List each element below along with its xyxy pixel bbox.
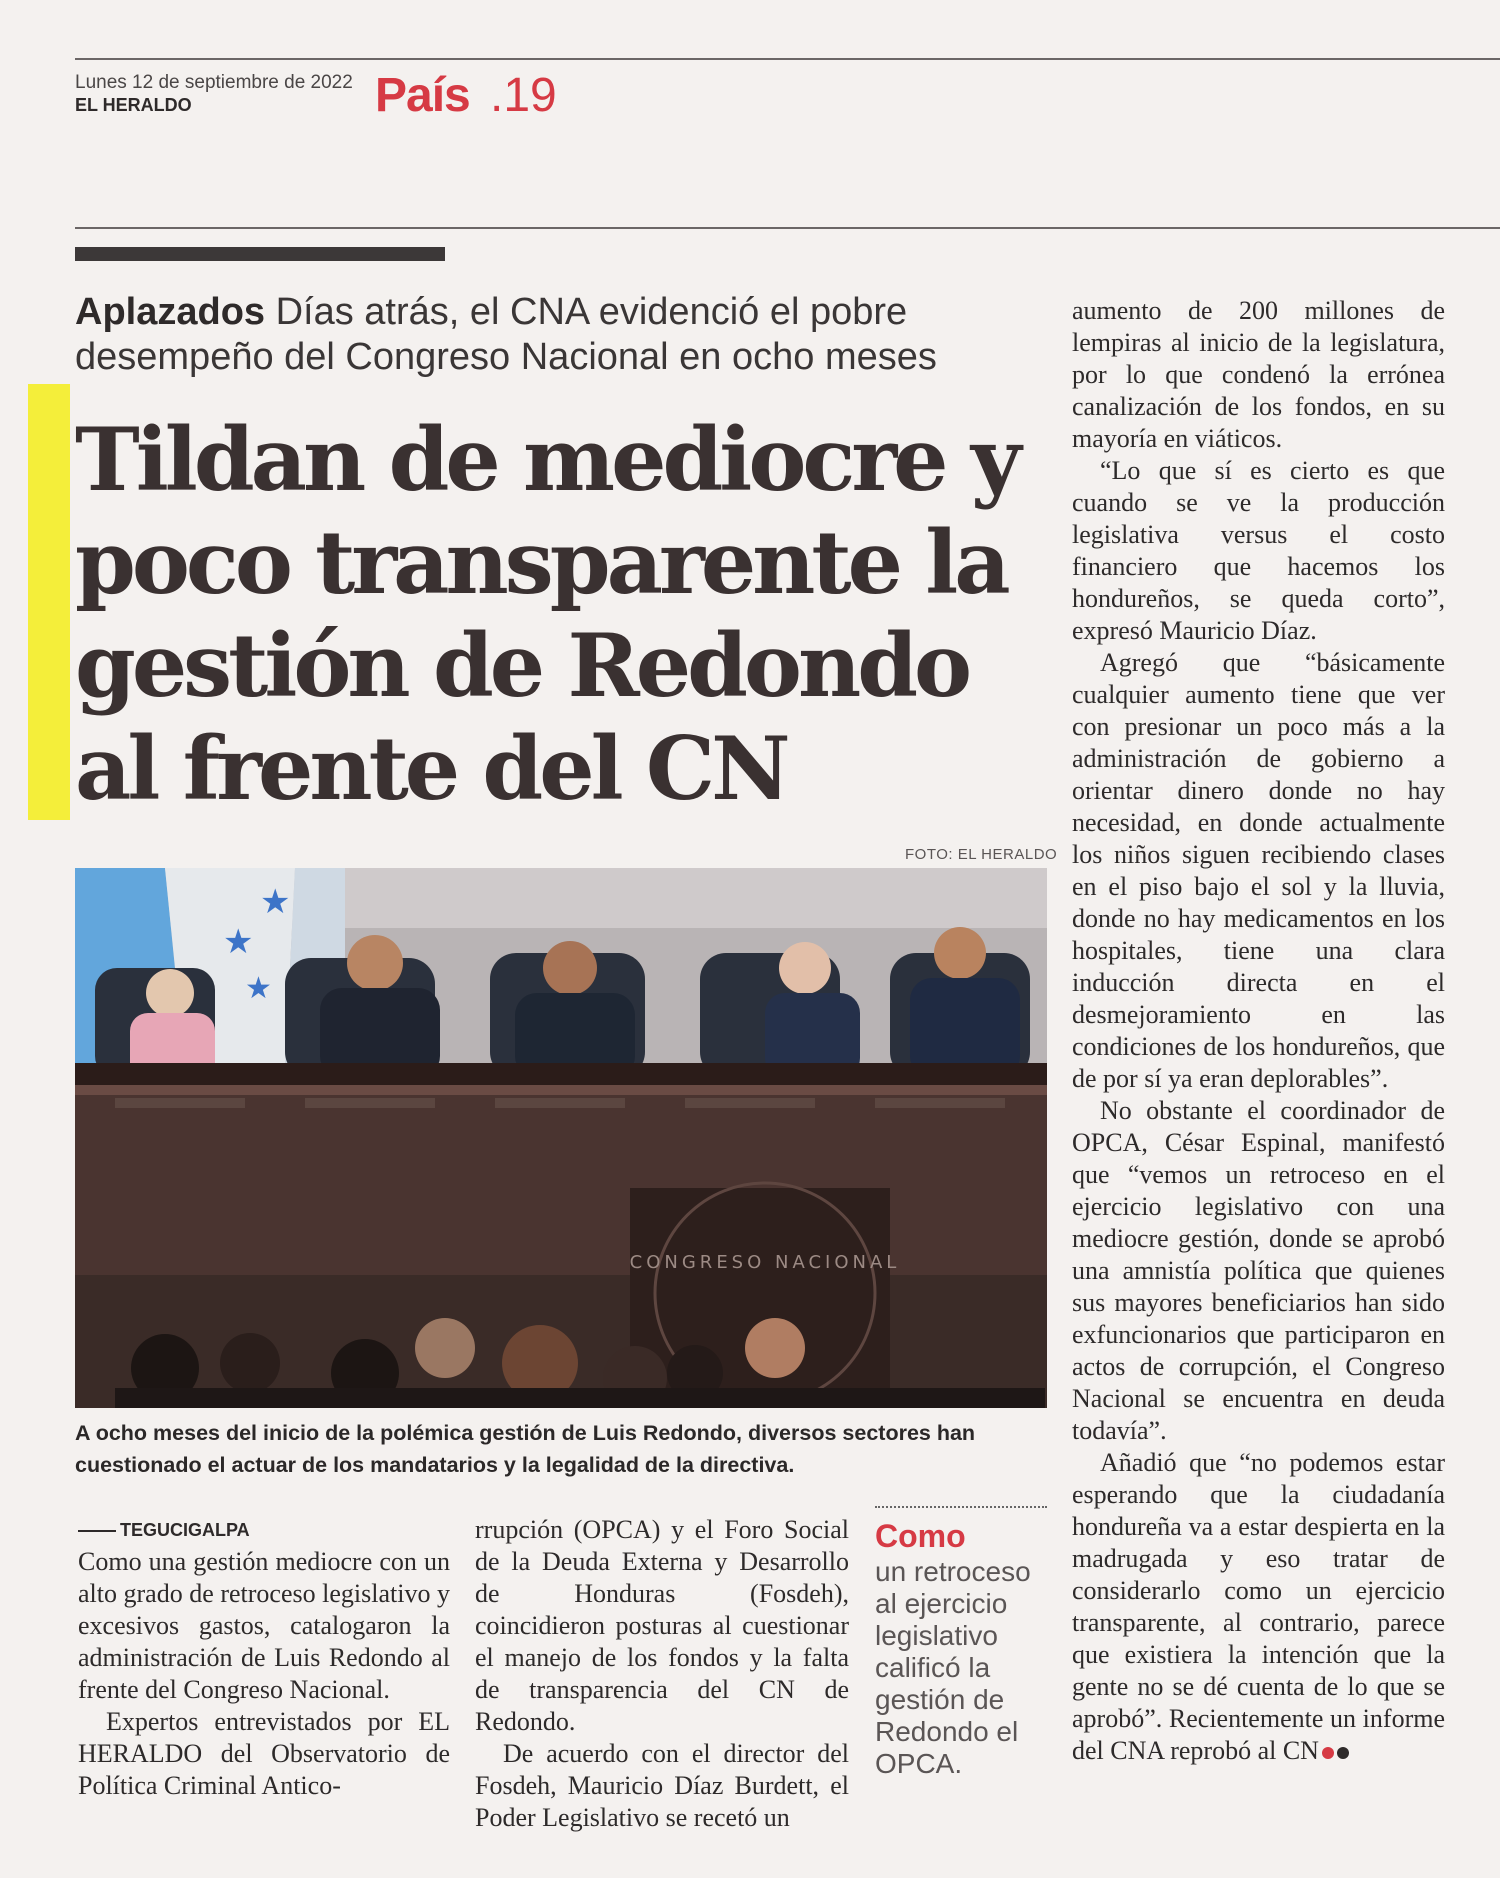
final-paragraph-text: Añadió que “no podemos estar esperando que la ciudadanía hondureña va a estar despierta en la madrugada y eso tratar de considerarlo como un ejercicio transparente, al contrario, parece que existiera la intención que la gente no se dé cuenta de lo que se aprobó”. Recientemente un informe del CNA reprobó al CN	[1072, 1448, 1445, 1765]
photo-caption: A ocho meses del inicio de la polémica gestión de Luis Redondo, diversos sectores han cuestionado el actuar de los mandatarios y la legalidad de la directiva.	[75, 1421, 976, 1477]
paragraph: rrupción (OPCA) y el Foro Social de la Deuda Externa y Desarrollo de Honduras (Fosdeh), coincidieron posturas al cuestionar el manejo de los fondos y la falta de transparencia del CN de Redondo.	[475, 1515, 849, 1736]
page-number: .19	[490, 69, 557, 122]
highlighter-mark	[28, 384, 70, 820]
final-paragraph	[1072, 1447, 1445, 1767]
paragraph: De acuerdo con el director del Fosdeh, Mauricio Díaz Burdett, el Poder Legislativo se recetó un	[475, 1739, 849, 1832]
dateline	[78, 1514, 450, 1546]
paragraph: Como una gestión mediocre con un alto grado de retroceso legislativo y excesivos gastos, catalogaron la administración de Luis Redondo al frente del Congreso Nacional.	[78, 1547, 450, 1704]
issue-date: Lunes 12 de septiembre de 2022	[75, 72, 353, 93]
svg-text:★: ★	[245, 971, 272, 1006]
header-bottom-rule	[75, 227, 1500, 229]
kicker: Aplazados	[75, 291, 266, 333]
end-mark-dark-dot	[1337, 1747, 1349, 1759]
pull-quote-rule	[875, 1506, 1047, 1508]
svg-text:★: ★	[223, 922, 254, 962]
body-column-2	[475, 1514, 849, 1834]
paragraph: aumento de 200 millones de lempiras al inicio de la legislatura, por lo que condenó la errónea canalización de los fondos, en su mayoría en viáticos.	[1072, 296, 1445, 453]
deck-text: Días atrás, el CNA evidenció el pobre desempeño del Congreso Nacional en ocho meses	[75, 291, 937, 378]
top-rule	[75, 58, 1500, 60]
paragraph: “Lo que sí es cierto es que cuando se ve la producción legislativa versus el costo financiero que hacemos los hondureños, se queda corto”, expresó Mauricio Díaz.	[1072, 456, 1445, 645]
paragraph: No obstante el coordinador de OPCA, César Espinal, manifestó que “vemos un retroceso en el ejercicio legislativo con una mediocre gestión, donde se aprobó una amnistía política que quienes sus mayores beneficiarios han sido exfuncionarios que participaron en actos de corrupción, el Congreso Nacional se encuentra en deuda todavía”.	[1072, 1096, 1445, 1445]
dateline-text: TEGUCIGALPA	[120, 1520, 250, 1540]
congress-photo	[75, 868, 1047, 1408]
body-column-4	[1072, 295, 1445, 1767]
publication-name: EL HERALDO	[75, 95, 192, 115]
pull-quote-head: Como	[875, 1518, 966, 1554]
podium-seal: CONGRESO NACIONAL	[629, 1252, 901, 1273]
paragraph: Expertos entrevistados por EL HERALDO del Observatorio de Política Criminal Antico-	[78, 1707, 450, 1800]
photo-credit: FOTO: EL HERALDO	[905, 846, 1058, 863]
headline: Tildan de mediocre y poco transparente la gestión de Redondo al frente del CN	[75, 408, 1018, 820]
svg-text:★: ★	[260, 882, 291, 922]
section-name: País	[375, 69, 470, 122]
body-column-1	[78, 1514, 450, 1802]
deck	[75, 290, 1035, 380]
end-mark-red-dot	[1322, 1747, 1334, 1759]
pull-quote-body: un retroceso al ejercicio legislativo calificó la gestión de Redondo el OPCA.	[875, 1556, 1031, 1779]
section-bar	[75, 247, 445, 261]
paragraph: Agregó que “básicamente cualquier aumento tiene que ver con presionar un poco más a la administración de gobierno a orientar dinero donde no hay necesidad, en donde actualmente los niños siguen recibiendo clases en el piso bajo el sol y la lluvia, donde no hay medicamentos en los hospitales, tiene una clara inducción directa en el desmejoramiento en las condiciones de los hondureños, que de por sí ya eran deplorables”.	[1072, 648, 1445, 1093]
